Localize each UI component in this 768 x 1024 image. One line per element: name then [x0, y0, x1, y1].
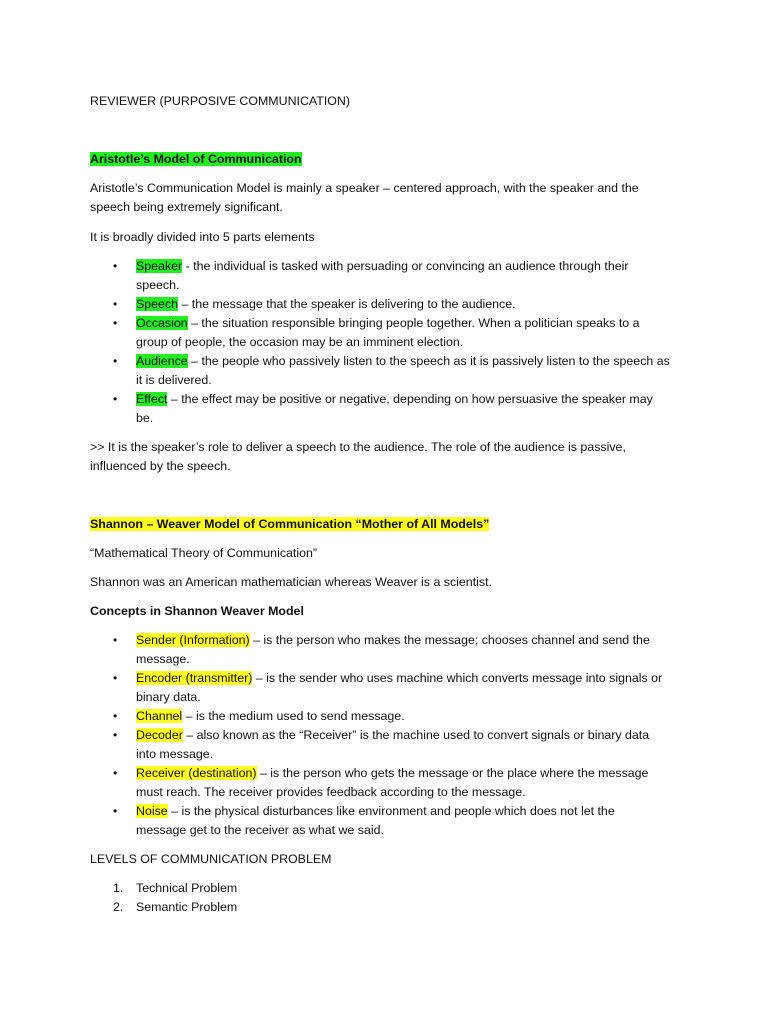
- list-item-label: Semantic Problem: [136, 900, 238, 914]
- levels-heading: LEVELS OF COMMUNICATION PROBLEM: [90, 852, 332, 866]
- list-item-line-1: [136, 802, 615, 821]
- list-item-line-1: [136, 390, 653, 409]
- list-item-line-2: speech.: [136, 278, 180, 292]
- list-item-line-2: be.: [136, 411, 154, 425]
- aristotle-intro-line-1: Aristotle’s Communication Model is mainly a speaker – centered approach, with the speaker and the: [90, 181, 639, 195]
- list-number: 2.: [113, 900, 124, 914]
- list-item-line-1: [136, 707, 405, 726]
- aristotle-note-line-1: >> It is the speaker’s role to deliver a speech to the audience. The role of the audience is passive,: [90, 440, 626, 454]
- definition-text: – is the physical disturbances like environment and people which does not let the: [167, 804, 615, 818]
- shannon-subtitle: “Mathematical Theory of Communication”: [90, 546, 318, 560]
- list-item-line-2: message get to the receiver as what we said.: [136, 823, 384, 837]
- definition-text: - the individual is tasked with persuading or convincing an audience through their: [182, 259, 629, 273]
- bullet-glyph: •: [113, 728, 118, 742]
- list-item-line-1: [136, 764, 648, 783]
- aristotle-heading-text: Aristotle’s Model of Communication: [90, 152, 302, 166]
- aristotle-divided-text: It is broadly divided into 5 parts elements: [90, 230, 315, 244]
- bullet-glyph: •: [113, 354, 118, 368]
- shannon-bio: Shannon was an American mathematician whereas Weaver is a scientist.: [90, 575, 492, 589]
- bullet-glyph: •: [113, 316, 118, 330]
- list-item-line-1: [136, 726, 649, 745]
- term-effect: Effect: [136, 392, 168, 406]
- bullet-glyph: •: [113, 766, 118, 780]
- term-noise: Noise: [136, 804, 168, 818]
- list-item-line-2: must reach. The receiver provides feedback according to the message.: [136, 785, 526, 799]
- term-channel: Channel: [136, 709, 183, 723]
- list-item-line-1: [136, 295, 516, 314]
- definition-text: – is the person who gets the message or the place where the message: [256, 766, 649, 780]
- term-receiver: Receiver (destination): [136, 766, 257, 780]
- definition-text: – the effect may be positive or negative, depending on how persuasive the speaker may: [167, 392, 653, 406]
- list-item-line-1: [136, 257, 629, 276]
- definition-text: – the situation responsible bringing people together. When a politician speaks to a: [187, 316, 640, 330]
- definition-text: – the message that the speaker is delivering to the audience.: [178, 297, 516, 311]
- term-encoder: Encoder (transmitter): [136, 671, 253, 685]
- term-speech: Speech: [136, 297, 179, 311]
- term-speaker: Speaker: [136, 259, 183, 273]
- bullet-glyph: •: [113, 671, 118, 685]
- list-item-line-2: into message.: [136, 747, 214, 761]
- definition-text: – is the person who makes the message; chooses channel and send the: [249, 633, 650, 647]
- bullet-glyph: •: [113, 259, 118, 273]
- term-audience: Audience: [136, 354, 188, 368]
- definition-text: – is the medium used to send message.: [182, 709, 405, 723]
- list-number: 1.: [113, 881, 124, 895]
- bullet-glyph: •: [113, 633, 118, 647]
- term-occasion: Occasion: [136, 316, 188, 330]
- list-item-label: Technical Problem: [136, 881, 238, 895]
- list-item-line-2: group of people, the occasion may be an imminent election.: [136, 335, 464, 349]
- document-title: REVIEWER (PURPOSIVE COMMUNICATION): [90, 94, 350, 108]
- bullet-glyph: •: [113, 297, 118, 311]
- list-item-line-1: [136, 631, 650, 650]
- bullet-glyph: •: [113, 709, 118, 723]
- definition-text: – the people who passively listen to the speech as it is passively listen to the speech as: [187, 354, 670, 368]
- list-item-line-2: it is delivered.: [136, 373, 212, 387]
- list-item-line-2: binary data.: [136, 690, 201, 704]
- term-sender: Sender (Information): [136, 633, 250, 647]
- definition-text: – also known as the “Receiver” is the machine used to convert signals or binary data: [182, 728, 650, 742]
- term-decoder: Decoder: [136, 728, 183, 742]
- aristotle-heading: [90, 150, 302, 169]
- shannon-heading-text: Shannon – Weaver Model of Communication “Mother of All Models”: [90, 517, 490, 531]
- list-item-line-1: [136, 352, 670, 371]
- definition-text: – is the sender who uses machine which converts message into signals or: [252, 671, 663, 685]
- list-item-line-1: [136, 669, 662, 688]
- bullet-glyph: •: [113, 804, 118, 818]
- bullet-glyph: •: [113, 392, 118, 406]
- concepts-heading: Concepts in Shannon Weaver Model: [90, 604, 304, 618]
- shannon-heading: [90, 515, 489, 534]
- list-item-line-1: [136, 314, 640, 333]
- aristotle-note-line-2: influenced by the speech.: [90, 459, 231, 473]
- list-item-line-2: message.: [136, 652, 190, 666]
- aristotle-intro-line-2: speech being extremely significant.: [90, 200, 283, 214]
